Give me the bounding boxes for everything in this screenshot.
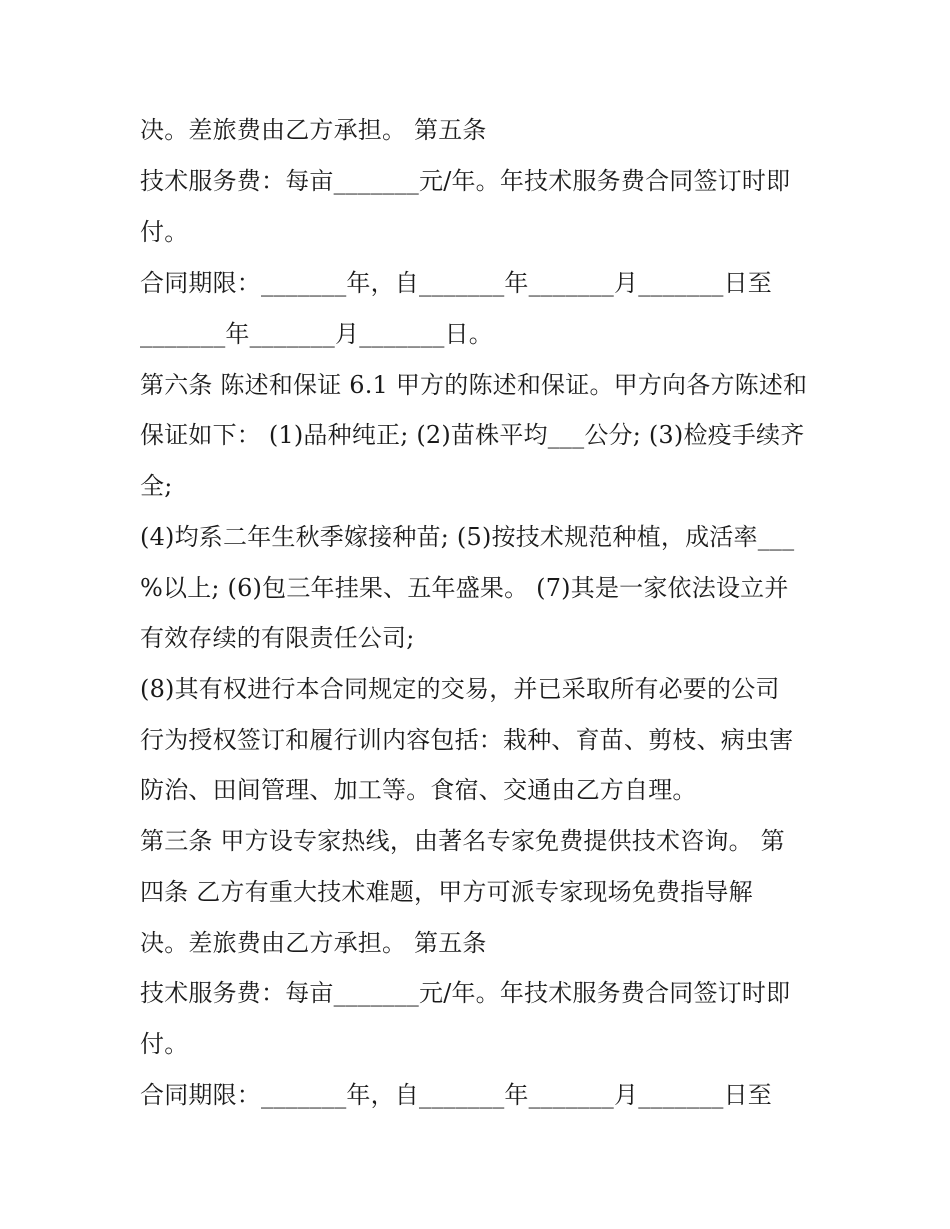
- text-line: 付。: [140, 1030, 189, 1058]
- text-line: 决。差旅费由乙方承担。 第五条: [140, 116, 487, 144]
- text-line: (8)其有权进行本合同规定的交易，并已采取所有必要的公司: [140, 675, 780, 703]
- text-line: 合同期限：_______年，自_______年_______月_______日至: [140, 1081, 772, 1109]
- text-line: 行为授权签订和履行训内容包括：栽种、育苗、剪枝、病虫害: [140, 726, 794, 754]
- text-line: 防治、田间管理、加工等。食宿、交通由乙方自理。: [140, 776, 697, 804]
- text-line: 第六条 陈述和保证 6.1 甲方的陈述和保证。甲方向各方陈述和: [140, 371, 808, 399]
- text-line: _______年_______月_______日。: [140, 320, 493, 348]
- text-line: 四条 乙方有重大技术难题，甲方可派专家现场免费指导解: [140, 878, 753, 906]
- text-line: (4)均系二年生秋季嫁接种苗; (5)按技术规范种植，成活率___: [140, 523, 795, 551]
- text-line: 有效存续的有限责任公司;: [140, 624, 415, 652]
- text-line: 付。: [140, 218, 189, 246]
- text-line: 技术服务费：每亩_______元/年。年技术服务费合同签订时即: [140, 979, 791, 1007]
- text-line: %以上; (6)包三年挂果、五年盛果。 (7)其是一家依法设立并: [140, 574, 789, 602]
- text-line: 技术服务费：每亩_______元/年。年技术服务费合同签订时即: [140, 167, 791, 195]
- text-line: 决。差旅费由乙方承担。 第五条: [140, 929, 487, 957]
- text-line: 保证如下： (1)品种纯正; (2)苗株平均___公分; (3)检疫手续齐: [140, 421, 805, 449]
- text-line: 第三条 甲方设专家热线，由著名专家免费提供技术咨询。 第: [140, 827, 785, 855]
- text-line: 全;: [140, 472, 173, 500]
- text-line: 合同期限：_______年，自_______年_______月_______日至: [140, 269, 772, 297]
